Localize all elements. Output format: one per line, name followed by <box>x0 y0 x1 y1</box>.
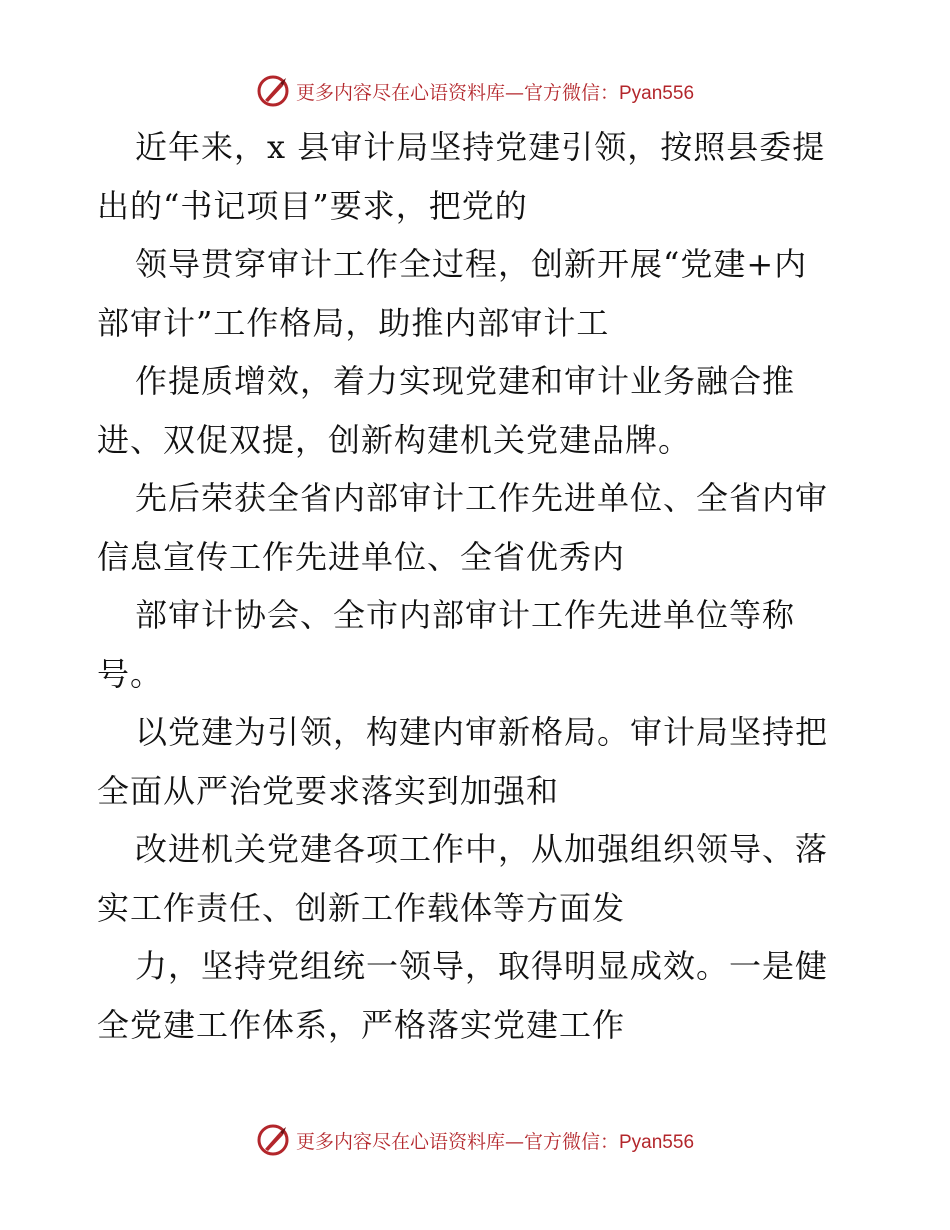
footer-wechat-id: Pyan556 <box>619 1131 695 1153</box>
text-line: 部审计”工作格局，助推内部审计工 <box>97 303 610 342</box>
quill-logo-icon <box>256 74 290 108</box>
footer-banner-text <box>296 1127 694 1154</box>
text-line: 力，坚持党组统一领导，取得明显成效。一是健 <box>135 947 829 985</box>
text-line: 近年来，x 县审计局坚持党建引领，按照县委提 <box>135 128 826 166</box>
text-line: 部审计协会、全市内部审计工作先进单位等称 <box>135 596 796 634</box>
text-line: 实工作责任、创新工作载体等方面发 <box>97 888 626 927</box>
text-line: 进、双促双提，创新构建机关党建品牌。 <box>97 420 692 459</box>
quill-logo-icon <box>256 1123 290 1157</box>
header-banner <box>0 71 950 111</box>
text-line: 号。 <box>97 654 164 693</box>
text-line: 全面从严治党要求落实到加强和 <box>97 771 560 810</box>
header-wechat-id: Pyan556 <box>619 82 695 104</box>
footer-site-text: 更多内容尽在心语资料库—官方微信： <box>295 1130 619 1153</box>
footer-banner <box>0 1120 950 1160</box>
text-line: 全党建工作体系，严格落实党建工作 <box>97 1005 626 1044</box>
header-banner-text <box>296 78 694 105</box>
text-line: 出的“书记项目”要求，把党的 <box>97 186 528 225</box>
text-line: 作提质增效，着力实现党建和审计业务融合推 <box>135 362 796 400</box>
text-line: 改进机关党建各项工作中，从加强组织领导、落 <box>135 830 829 868</box>
text-line: 信息宣传工作先进单位、全省优秀内 <box>97 537 626 576</box>
text-line: 先后荣获全省内部审计工作先进单位、全省内审 <box>135 479 829 517</box>
document-body <box>97 118 867 1054</box>
header-site-text: 更多内容尽在心语资料库—官方微信： <box>295 81 619 104</box>
text-line: 以党建为引领，构建内审新格局。审计局坚持把 <box>135 713 829 751</box>
text-line: 领导贯穿审计工作全过程，创新开展“党建+内 <box>135 245 808 283</box>
